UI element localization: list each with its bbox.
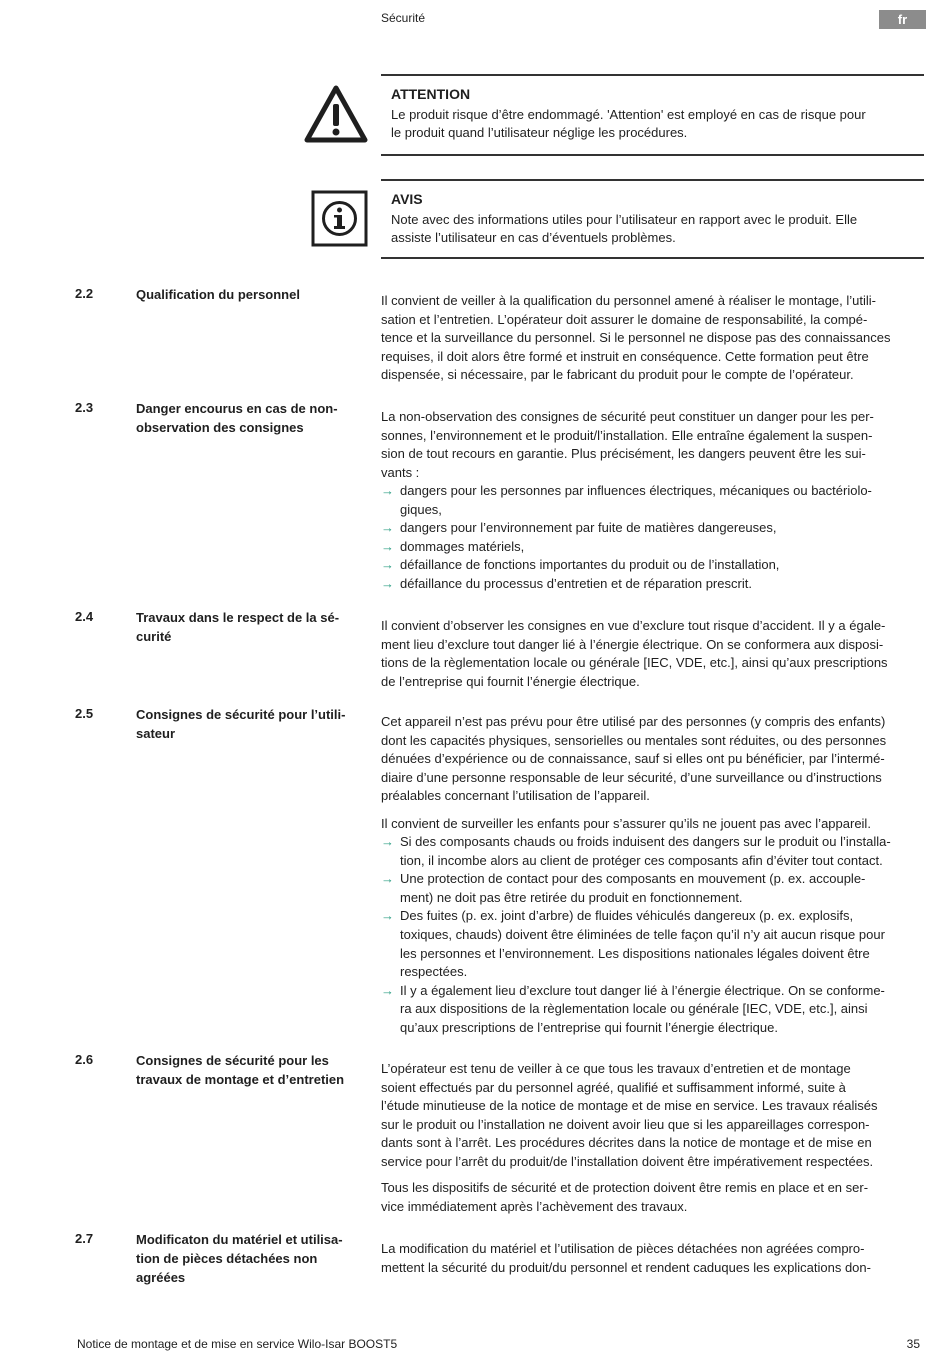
section-paragraph: Cet appareil n’est pas prévu pour être utilisé par des personnes (y compris des enfants) dont les capacités physiques, sensorielles ou mentales sont réduites, ou des personnes dénuées d’expérience ou de connaissance, sauf si elles ont pu bénéficier, par l’intermé- diaire d’une personne responsable de leur sécurité, d’une surveillance ou d’instructions préalables concernant l’utilisation de l’appareil. xyxy=(381,714,887,804)
running-header-title: Sécurité xyxy=(381,11,426,25)
page-number: 35 xyxy=(906,1337,920,1351)
section-paragraph: L’opérateur est tenu de veiller à ce que tous les travaux d’entretien et de montage soient effectués par du personnel agréé, qualifié et suffisamment informé, suite à l’étude minutieuse de la notice de montage et de mise en service. Les travaux réalisés sur le produit ou l’installation ne doivent avoir lieu que si les appareillages correspon- dants sont à l’arrêt. Les procédures décrites dans la notice de montage et de mise en service pour l’arrêt du produit/de l’installation doivent être impérativement respectées. xyxy=(381,1061,878,1169)
info-icon xyxy=(311,190,368,247)
section-number: 2.6 xyxy=(75,1052,94,1067)
attention-title: ATTENTION xyxy=(391,86,471,102)
section-paragraph: La modification du matériel et l’utilisation de pièces détachées non agréées compro- mettent la sécurité du produit/du personnel et rendent caduques les explications don- xyxy=(381,1241,871,1275)
bullet-list xyxy=(381,833,926,1038)
section-title: Consignes de sécurité pour l’utili- sateur xyxy=(136,707,346,741)
arrow-right-icon: → xyxy=(381,575,394,591)
section-title: Travaux dans le respect de la sé- curité xyxy=(136,610,340,644)
arrow-right-icon: → xyxy=(381,871,394,887)
section-number: 2.5 xyxy=(75,706,94,721)
arrow-right-icon: → xyxy=(381,557,394,573)
list-item: → dangers pour les personnes par influences électriques, mécaniques ou bactériolo- giques, xyxy=(381,483,872,517)
section-paragraph: Il convient de surveiller les enfants pour s’assurer qu’ils ne jouent pas avec l’appareil. xyxy=(381,816,871,831)
arrow-right-icon: → xyxy=(381,908,394,924)
attention-notice xyxy=(381,74,924,156)
list-item: → dangers pour l’environnement par fuite de matières dangereuses, xyxy=(381,519,926,538)
section-paragraph: Il convient d’observer les consignes en vue d’exclure tout risque d’accident. Il y a égale- ment lieu d’exclure tout danger lié à l’énergie électrique. On se conformera aux disposi- tions de la règlementation locale ou générale [IEC, VDE, etc.], ainsi qu’aux prescriptions de l’entreprise qui fournit l’énergie électrique. xyxy=(381,618,888,689)
language-badge: fr xyxy=(879,10,926,29)
section-title: Consignes de sécurité pour les travaux de montage et d’entretien xyxy=(136,1053,345,1087)
list-item: → défaillance du processus d’entretien et de réparation prescrit. xyxy=(381,575,926,594)
footer-document-title: Notice de montage et de mise en service Wilo-Isar BOOST5 xyxy=(77,1337,398,1351)
section-number: 2.2 xyxy=(75,286,94,301)
avis-title: AVIS xyxy=(391,191,423,207)
avis-text: Note avec des informations utiles pour l’utilisateur en rapport avec le produit. Elle assiste l’utilisateur en cas d’éventuels problèmes. xyxy=(391,212,858,245)
avis-notice xyxy=(381,179,924,259)
list-item: → Il y a également lieu d’exclure tout danger lié à l’énergie électrique. On se conforme- ra aux dispositions de la règlementation locale ou générale [IEC, VDE, etc.], ainsi qu’aux prescriptions de l’entreprise qui fournit l’énergie électrique. xyxy=(381,982,885,1035)
section-paragraph: Tous les dispositifs de sécurité et de protection doivent être remis en place et en ser- vice immédiatement après l’achèvement des travaux. xyxy=(381,1180,869,1214)
section-title: Modificaton du matériel et utilisa- tion de pièces détachées non agréées xyxy=(136,1232,343,1285)
section-number: 2.7 xyxy=(75,1231,94,1246)
section-number: 2.3 xyxy=(75,400,94,415)
attention-text: Le produit risque d’être endommagé. 'Attention' est employé en cas de risque pour le produit quand l’utilisateur néglige les procédures. xyxy=(391,107,866,140)
list-item: → Si des composants chauds ou froids induisent des dangers sur le produit ou l’installa- tion, il incombe alors au client de protéger ces composants afin d’éviter tout contact. xyxy=(381,834,891,868)
list-item: → dommages matériels, xyxy=(381,538,926,557)
bullet-list xyxy=(381,482,926,594)
section-paragraph: Il convient de veiller à la qualification du personnel amené à réaliser le montage, l’utili- sation et l’entretien. L’opérateur doit assurer le domaine de responsabilité, la compé- tence et la surveillance du personnel. Si le personnel ne dispose pas des connaissances requises, il doit alors être formé et instruit en conséquence. Cette formation peut être dispensée, si nécessaire, par le fabricant du produit pour le compte de l’opérateur. xyxy=(381,293,891,383)
arrow-right-icon: → xyxy=(381,834,394,849)
list-item: → Des fuites (p. ex. joint d’arbre) de fluides véhiculés dangereux (p. ex. explosifs, toxiques, chauds) doivent être éliminées de telle façon qu’il n’y ait aucun risque pour les personnes et l’environnement. Les dispositions nationales légales doivent être respectées. xyxy=(381,908,885,980)
list-item: → Une protection de contact pour des composants en mouvement (p. ex. accouple- ment) ne doit pas être retirée du produit en fonctionnement. xyxy=(381,871,866,905)
arrow-right-icon: → xyxy=(381,520,394,536)
section-title: Danger encourus en cas de non- observation des consignes xyxy=(136,401,338,435)
section-paragraph: La non-observation des consignes de sécurité peut constituer un danger pour les per- sonnes, l’environnement et le produit/l’installation. Elle entraîne également la suspen- sion de tout recours en garantie. Plus précisément, les dangers peuvent être les sui- vants : xyxy=(381,409,874,480)
section-title: Qualification du personnel xyxy=(136,287,300,302)
section-number: 2.4 xyxy=(75,609,94,624)
arrow-right-icon: → xyxy=(381,483,394,498)
arrow-right-icon: → xyxy=(381,982,394,998)
arrow-right-icon: → xyxy=(381,538,394,554)
list-item: → défaillance de fonctions importantes du produit ou de l’installation, xyxy=(381,556,926,575)
warning-triangle-icon xyxy=(303,84,369,144)
